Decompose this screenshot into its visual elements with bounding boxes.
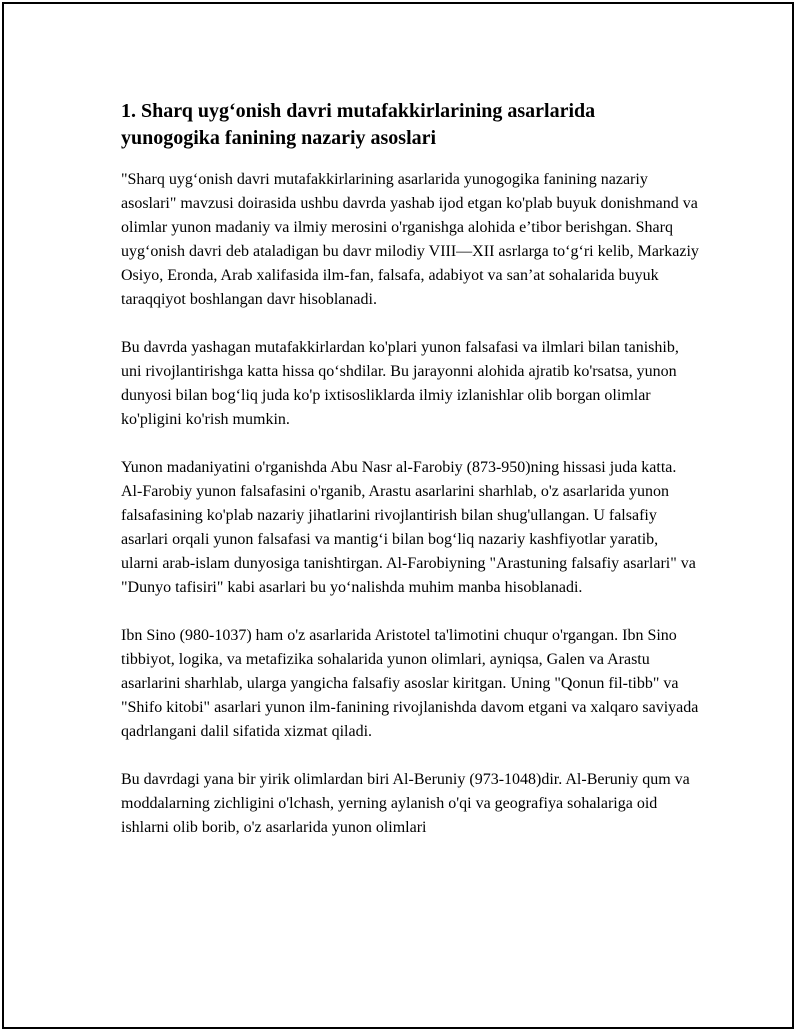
document-content bbox=[121, 98, 699, 864]
document-page bbox=[2, 2, 794, 1029]
paragraph-5: Bu davrdagi yana bir yirik olimlardan biri Al-Beruniy (973-1048)dir. Al-Beruniy qum va moddalarning zichligini o'lchash, yerning aylanish o'qi va geografiya sohalariga oid ishlarni olib borib, o'z asarlarida yunon olimlari bbox=[121, 771, 690, 836]
section-title: 1. Sharq uyg‘onish davri mutafakkirlarining asarlarida yunogogika fanining nazariy asoslari bbox=[121, 100, 596, 149]
paragraph-3: Yunon madaniyatini o'rganishda Abu Nasr al-Farobiy (873-950)ning hissasi juda katta. Al-Farobiy yunon falsafasini o'rganib, Arastu asarlarini sharhlab, o'z asarlarida yunon falsafasining ko'plab nazariy jihatlarini rivojlantirish bilan shug'ullangan. U falsafiy asarlari orqali yunon falsafasi va mantig‘i bilan bog‘liq nazariy kashfiyotlar yaratib, ularni arab-islam dunyosiga tanishtirgan. Al-Farobiyning "Arastuning falsafiy asarlari" va "Dunyo tafisiri" kabi asarlari bu yo‘nalishda muhim manba hisoblanadi. bbox=[121, 459, 696, 596]
paragraph-2: Bu davrda yashagan mutafakkirlardan ko'plari yunon falsafasi va ilmlari bilan tanishib, uni rivojlantirishga katta hissa qo‘shdilar. Bu jarayonni alohida ajratib ko'rsatsa, yunon dunyosi bilan bog‘liq juda ko'p ixtisosliklarda ilmiy izlanishlar olib borgan olimlar ko'pligini ko'rish mumkin. bbox=[121, 339, 679, 428]
paragraph-4: Ibn Sino (980-1037) ham o'z asarlarida Aristotel ta'limotini chuqur o'rgangan. Ibn Sino tibbiyot, logika, va metafizika sohalarida yunon olimlari, ayniqsa, Galen va Arastu asarlarini sharhlab, ularga yangicha falsafiy asoslar kiritgan. Uning "Qonun fil-tibb" va "Shifo kitobi" asarlari yunon ilm-fanining rivojlanishda davom etgani va xalqaro saviyada qadrlangani dalil sifatida xizmat qiladi. bbox=[121, 627, 699, 740]
paragraph-1: "Sharq uyg‘onish davri mutafakkirlarining asarlarida yunogogika fanining nazariy asoslari" mavzusi doirasida ushbu davrda yashab ijod etgan ko'plab buyuk donishmand va olimlar yunon madaniy va ilmiy merosini o'rganishga alohida e’tibor berishgan. Sharq uyg‘onish davri deb ataladigan bu davr milodiy VIII—XII asrlarga to‘g‘ri kelib, Markaziy Osiyo, Eronda, Arab xalifasida ilm-fan, falsafa, adabiyot va san’at sohalarida buyuk taraqqiyot boshlangan davr hisoblanadi. bbox=[121, 171, 699, 308]
